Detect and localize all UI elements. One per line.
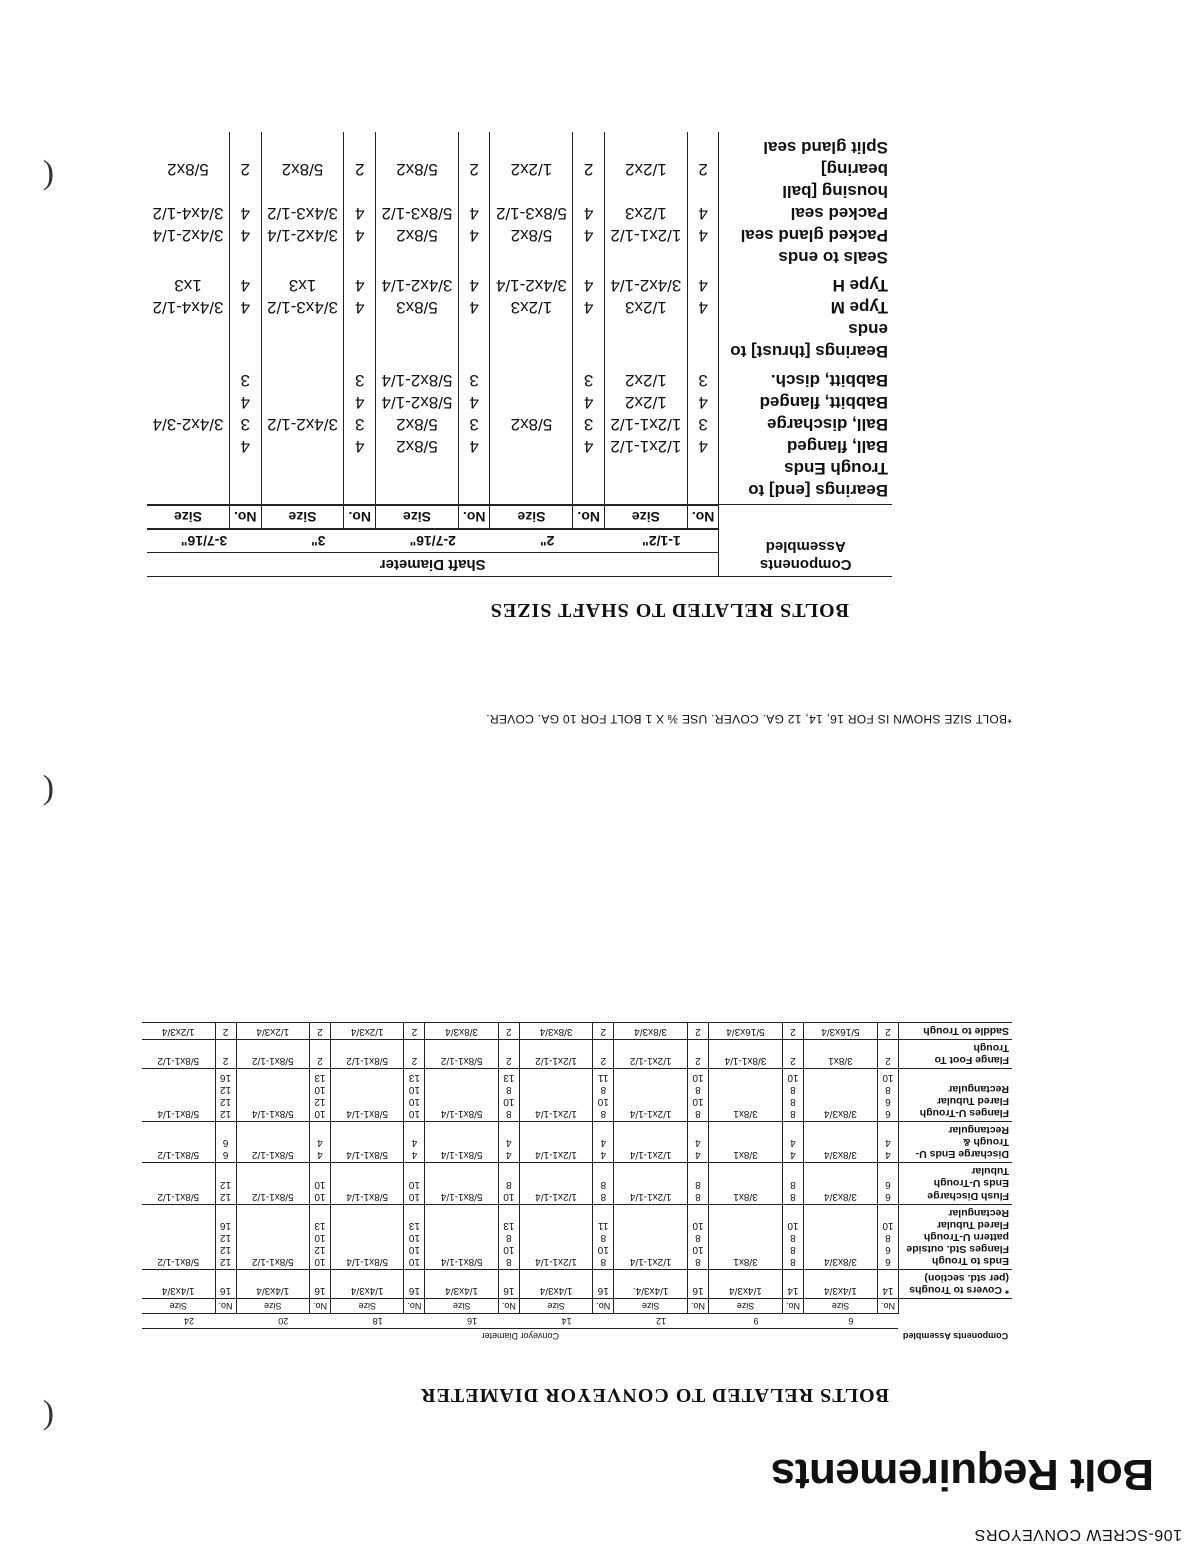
bolt-count: 2 bbox=[593, 1023, 614, 1040]
diameter-col-header: 24 bbox=[142, 1314, 236, 1329]
bolt-count: 6 6 bbox=[215, 1122, 236, 1163]
bolt-count: 2 bbox=[215, 1040, 236, 1069]
bolt-count: 10 12 10 13 bbox=[309, 1204, 330, 1269]
size-label: Size bbox=[709, 1299, 783, 1314]
bolt-count: 12 12 12 16 bbox=[215, 1204, 236, 1269]
bolt-count: 16 bbox=[593, 1269, 614, 1298]
bolt-size: 5/8x2 bbox=[490, 365, 573, 505]
diameter-group-header-row bbox=[142, 1329, 1012, 1344]
size-label: Size bbox=[519, 1299, 592, 1314]
size-label: Size bbox=[425, 1299, 498, 1314]
bolt-size: 1/4x3/4 bbox=[142, 1269, 215, 1298]
bolt-count: 2 bbox=[309, 1040, 330, 1069]
bolt-count: 16 bbox=[309, 1269, 330, 1298]
bolt-size: 3/8x1 bbox=[709, 1163, 783, 1204]
bolt-count: 2 bbox=[593, 1040, 614, 1069]
bolt-size: 5/8x3 3/4x2-1/4 bbox=[376, 271, 459, 365]
bolt-size: 1/2x1-1/2 bbox=[519, 1040, 592, 1069]
bolt-count: 16 bbox=[215, 1269, 236, 1298]
bolt-size: 5/8x1-1/4 bbox=[330, 1122, 403, 1163]
bolt-size: 5/8x1-1/2 bbox=[142, 1122, 215, 1163]
bolt-size: 3/4x2-3/4 bbox=[147, 365, 229, 505]
no-label: No. bbox=[344, 505, 376, 529]
section-title-shaft: BOLTS RELATED TO SHAFT SIZES bbox=[489, 599, 849, 621]
bolt-size: 3/4x2-1/4 3/4x3-1/2 5/8x2 bbox=[261, 133, 344, 272]
bolt-size: 1/2x3 3/4x2-1/4 bbox=[490, 271, 573, 365]
bolt-size: 5/8x1-1/2 bbox=[425, 1040, 498, 1069]
table-row bbox=[142, 1023, 1012, 1040]
bolt-count: 4 4 bbox=[404, 1122, 425, 1163]
bolt-size: 1/2x1-1/4 bbox=[519, 1069, 592, 1122]
bolt-size: 3/8x3/4 bbox=[425, 1023, 498, 1040]
bolt-count: 8 8 bbox=[687, 1163, 708, 1204]
table-row bbox=[147, 365, 892, 505]
size-label: Size bbox=[803, 1299, 877, 1314]
bolt-size: 1/2x1-1/4 bbox=[519, 1204, 592, 1269]
component-label: Flush Discharge Ends U-Trough Tubular bbox=[898, 1163, 1012, 1204]
bolt-count: 6 6 bbox=[877, 1163, 898, 1204]
bolt-size: 5/8x1-1/4 bbox=[330, 1204, 403, 1269]
bolt-size: 5/8x2 5/8x2 5/8x2-1/4 5/8x2-1/4 bbox=[376, 365, 459, 505]
table-row bbox=[142, 1040, 1012, 1069]
bolt-size: 5/16x3/4 bbox=[709, 1023, 783, 1040]
bolt-size: 3/8x1 bbox=[709, 1122, 783, 1163]
shaft-size-col: 3-7/16" bbox=[147, 529, 261, 553]
bolt-count: 4 4 bbox=[687, 271, 719, 365]
bolt-size: 5/16x3/4 bbox=[803, 1023, 877, 1040]
diameter-col-header: 18 bbox=[330, 1314, 424, 1329]
bolt-size: 5/8x1-1/2 bbox=[330, 1040, 403, 1069]
bolt-count: 4 4 bbox=[782, 1122, 803, 1163]
bolt-size: 1/2x1-1/4 bbox=[519, 1163, 592, 1204]
bolt-size: 5/8x1-1/4 bbox=[425, 1204, 498, 1269]
bolt-size: 5/8x1-1/4 bbox=[236, 1069, 309, 1122]
bolt-count: 4 4 bbox=[458, 271, 490, 365]
bolt-count: 4 4 bbox=[877, 1122, 898, 1163]
bolt-count: 4 4 bbox=[229, 271, 261, 365]
diameter-col-header: 14 bbox=[519, 1314, 613, 1329]
bolt-size: 5/8x1-1/2 bbox=[236, 1204, 309, 1269]
bolt-size: 1/2x1-1/4 bbox=[614, 1204, 688, 1269]
bolt-count: 4 3 4 3 bbox=[687, 365, 719, 505]
bolt-size: 3/8x3/4 bbox=[803, 1069, 877, 1122]
bolt-count: 2 bbox=[309, 1023, 330, 1040]
table-row bbox=[142, 1269, 1012, 1298]
bolt-count: 2 bbox=[877, 1040, 898, 1069]
bolt-count: 4 3 4 3 bbox=[229, 365, 261, 505]
shaft-size-col: 2" bbox=[490, 529, 604, 553]
shaft-size-col: 1-1/2" bbox=[604, 529, 718, 553]
bolt-count: 4 4 2 bbox=[458, 133, 490, 272]
bolt-size: 3/8x3/4 bbox=[803, 1163, 877, 1204]
bolt-size: 1/4x3/4 bbox=[803, 1269, 877, 1298]
no-label: No. bbox=[573, 505, 605, 529]
bolt-count: 10 10 bbox=[404, 1163, 425, 1204]
bolt-count: 2 bbox=[687, 1040, 708, 1069]
bolt-size: 3/4x4-1/2 1x3 bbox=[147, 271, 229, 365]
binding-mark: ( bbox=[42, 1399, 54, 1436]
bolt-size: 1/2x3/4 bbox=[236, 1023, 309, 1040]
diameter-col-header: 12 bbox=[614, 1314, 709, 1329]
bolt-size: 5/8x1-1/2 bbox=[142, 1163, 215, 1204]
bolt-count: 8 10 8 13 bbox=[498, 1204, 519, 1269]
bolt-count: 16 bbox=[687, 1269, 708, 1298]
bolt-count: 4 4 bbox=[309, 1122, 330, 1163]
bolt-size: 5/8x1-1/2 bbox=[142, 1204, 215, 1269]
bolt-count: 16 bbox=[404, 1269, 425, 1298]
no-label: No. bbox=[877, 1299, 898, 1314]
no-label: No. bbox=[215, 1299, 236, 1314]
bolt-size: 5/8x1-1/2 bbox=[236, 1040, 309, 1069]
bolt-count: 4 4 bbox=[498, 1122, 519, 1163]
bolt-size: 5/8x1-1/2 bbox=[142, 1040, 215, 1069]
size-label: Size bbox=[490, 505, 573, 529]
binding-mark: ( bbox=[42, 774, 54, 811]
conveyor-diameter-header: Conveyor Diameter bbox=[142, 1329, 898, 1344]
shaft-group-header-row bbox=[147, 553, 892, 577]
bolt-size: 3/8x1 bbox=[709, 1204, 783, 1269]
bolt-size: 1/2x1-1/2 1/2x3 1/2x2 bbox=[604, 133, 687, 272]
cover-footnote: *BOLT SIZE SHOWN IS FOR 16, 14, 12 GA. COVER. USE ⅜ X 1 BOLT FOR 10 GA. COVER. bbox=[486, 712, 1012, 726]
bolt-count: 8 10 8 11 bbox=[593, 1069, 614, 1122]
page-header: 106-SCREW CONVEYORS bbox=[974, 1526, 1182, 1543]
diameter-values-row bbox=[142, 1314, 1012, 1329]
component-label: Ends to Trough Flanges Std. outside pattern U-Trough Flared Tubular Rectangular bbox=[898, 1204, 1012, 1269]
component-label: * Covers to Troughs (per std. section) bbox=[898, 1269, 1012, 1298]
section-title-diameter: BOLTS RELATED TO CONVEYOR DIAMETER bbox=[420, 1384, 889, 1406]
bolt-count: 8 10 8 10 bbox=[687, 1069, 708, 1122]
bolt-count: 2 bbox=[498, 1023, 519, 1040]
diameter-col-header: 9 bbox=[709, 1314, 804, 1329]
no-label: No. bbox=[498, 1299, 519, 1314]
shaft-table-body bbox=[147, 133, 892, 506]
bolt-size: 1/4x3/4 bbox=[519, 1269, 592, 1298]
bolt-count: 2 bbox=[404, 1040, 425, 1069]
bolt-size: 5/8x2 5/8x3-1/2 1/2x2 bbox=[490, 133, 573, 272]
bolt-count: 2 bbox=[215, 1023, 236, 1040]
table-row bbox=[147, 133, 892, 272]
bolt-count: 8 8 bbox=[593, 1163, 614, 1204]
no-label: No. bbox=[593, 1299, 614, 1314]
bolt-size: 1/4x3/4 bbox=[425, 1269, 498, 1298]
component-label: Bearings [thrust] to ends Type M Type H bbox=[719, 271, 892, 365]
no-label: No. bbox=[687, 505, 719, 529]
size-label: Size bbox=[236, 1299, 309, 1314]
main-title: Bolt Requirements bbox=[771, 1450, 1154, 1499]
component-label: Seals to ends Packed gland seal Packed seal housing [ball bearing] Split gland seal bbox=[719, 133, 892, 272]
no-label: No. bbox=[309, 1299, 330, 1314]
bolt-size: 1/2x3/4 bbox=[330, 1023, 403, 1040]
bolt-count: 2 bbox=[687, 1023, 708, 1040]
bolt-size: 3/8x1 bbox=[709, 1069, 783, 1122]
bolt-count: 4 4 2 bbox=[344, 133, 376, 272]
bolt-count: 6 6 8 10 bbox=[877, 1204, 898, 1269]
bolt-size: 1/4x3/4. bbox=[614, 1269, 688, 1298]
bolt-count: 4 4 bbox=[687, 1122, 708, 1163]
component-label: Discharge Ends U-Trough & Rectangular bbox=[898, 1122, 1012, 1163]
size-label: Size bbox=[330, 1299, 403, 1314]
no-label: No. bbox=[229, 505, 261, 529]
bolt-count: 14 bbox=[877, 1269, 898, 1298]
bolt-size: 5/8x1-1/4 bbox=[425, 1069, 498, 1122]
conveyor-diameter-table bbox=[142, 1022, 1012, 1343]
bolt-count: 6 6 8 10 bbox=[877, 1069, 898, 1122]
bolt-count: 8 10 8 10 bbox=[687, 1204, 708, 1269]
bolt-size: 1/2x1-1/4 bbox=[614, 1069, 688, 1122]
bolt-size: 5/8x1-1/2 bbox=[236, 1122, 309, 1163]
size-label: Size bbox=[614, 1299, 688, 1314]
bolt-count: 10 8 bbox=[498, 1163, 519, 1204]
bolt-size: 1/2x1-1/2 bbox=[614, 1040, 688, 1069]
bolt-size: 1/2x1-1/4 bbox=[519, 1122, 592, 1163]
no-label: No. bbox=[404, 1299, 425, 1314]
bolt-size: 3/4x3-1/2 1x3 bbox=[261, 271, 344, 365]
bolt-count: 4 3 4 3 bbox=[573, 365, 605, 505]
shaft-diameter-header: Shaft Diameter bbox=[147, 553, 719, 577]
bolt-size: 5/8x1-1/4 bbox=[330, 1163, 403, 1204]
bolt-size: 1/4x3/4 bbox=[236, 1269, 309, 1298]
bolt-count: 2 bbox=[498, 1040, 519, 1069]
bolt-count: 8 10 8 11 bbox=[593, 1204, 614, 1269]
bolt-size: 5/8x1-1/2 bbox=[236, 1163, 309, 1204]
bolt-count: 12 12 12 16 bbox=[215, 1069, 236, 1122]
table-row bbox=[142, 1069, 1012, 1122]
bolt-size: 1/4x3/4 bbox=[709, 1269, 783, 1298]
diameter-col-header: 20 bbox=[236, 1314, 330, 1329]
bolt-count: 2 bbox=[782, 1023, 803, 1040]
bolt-count: 4 3 4 3 bbox=[344, 365, 376, 505]
bolt-size: 1/2x3 3/4x2-1/4 bbox=[604, 271, 687, 365]
bolt-count: 2 bbox=[404, 1023, 425, 1040]
size-label: Size bbox=[376, 505, 459, 529]
shaft-size-col: 3" bbox=[261, 529, 375, 553]
bolt-count: 4 4 bbox=[593, 1122, 614, 1163]
bolt-count: 16 bbox=[498, 1269, 519, 1298]
bolt-count: 14 bbox=[782, 1269, 803, 1298]
bolt-size: 3/4x2-1/4 3/4x4-1/2 5/8x2 bbox=[147, 133, 229, 272]
bolt-count: 8 8 bbox=[782, 1163, 803, 1204]
bolt-size: 1/2x1-1/2 1/2x1-1/2 1/2x2 1/2x2 bbox=[604, 365, 687, 505]
bolt-count: 2 bbox=[877, 1023, 898, 1040]
table-row bbox=[142, 1122, 1012, 1163]
bolt-size: 1/4x3/4 bbox=[330, 1269, 403, 1298]
shaft-size-table bbox=[147, 133, 892, 578]
component-label: Flange Foot To Trough bbox=[898, 1040, 1012, 1069]
size-label: Size bbox=[604, 505, 687, 529]
bolt-count: 4 4 bbox=[344, 271, 376, 365]
bolt-count: 12 12 bbox=[215, 1163, 236, 1204]
bolt-count: 8 8 8 10 bbox=[782, 1204, 803, 1269]
diameter-col-header: 16 bbox=[425, 1314, 519, 1329]
no-label: No. bbox=[687, 1299, 708, 1314]
bolt-size: 3/8x3/4 bbox=[519, 1023, 592, 1040]
size-label: Size bbox=[142, 1299, 215, 1314]
bolt-count: 4 4 2 bbox=[229, 133, 261, 272]
bolt-size: 3/8x3/4 bbox=[803, 1204, 877, 1269]
component-label: Bearings [end] to Trough Ends Ball, flanged Ball, discharge Babbitt, flanged Babbitt, disch. bbox=[719, 365, 892, 505]
bolt-size: 3/4x2-1/2 bbox=[261, 365, 344, 505]
bolt-count: 10 10 10 13 bbox=[404, 1204, 425, 1269]
bolt-size: 3/8x1 bbox=[803, 1040, 877, 1069]
bolt-count: 4 4 bbox=[573, 271, 605, 365]
diameter-no-size-row bbox=[142, 1299, 1012, 1314]
bolt-count: 10 12 10 13 bbox=[309, 1069, 330, 1122]
shaft-size-col: 2-7/16" bbox=[376, 529, 490, 553]
components-header: Components Assembled bbox=[898, 1299, 1012, 1344]
bolt-size: 5/8x1-1/4 bbox=[425, 1163, 498, 1204]
bolt-size: 3/8x1-1/4 bbox=[709, 1040, 783, 1069]
diameter-table-body bbox=[142, 1023, 1012, 1299]
component-label: Saddle to Trough bbox=[898, 1023, 1012, 1040]
component-label: Flanges U-Trough Flared Tubular Rectangular bbox=[898, 1069, 1012, 1122]
bolt-count: 8 10 8 13 bbox=[498, 1069, 519, 1122]
table-row bbox=[147, 271, 892, 365]
bolt-size: 5/8x1-1/4 bbox=[330, 1069, 403, 1122]
no-label: No. bbox=[782, 1299, 803, 1314]
bolt-size: 5/8x1-1/4 bbox=[142, 1069, 215, 1122]
bolt-count: 4 3 4 3 bbox=[458, 365, 490, 505]
bolt-count: 8 8 8 10 bbox=[782, 1069, 803, 1122]
bolt-size: 1/2x3/4 bbox=[142, 1023, 215, 1040]
binding-mark: ( bbox=[42, 159, 54, 196]
size-label: Size bbox=[147, 505, 229, 529]
components-header: Components Assembled bbox=[719, 505, 892, 577]
bolt-count: 4 4 2 bbox=[573, 133, 605, 272]
table-row bbox=[142, 1163, 1012, 1204]
size-label: Size bbox=[261, 505, 344, 529]
bolt-count: 10 10 bbox=[309, 1163, 330, 1204]
no-label: No. bbox=[458, 505, 490, 529]
table-row bbox=[142, 1204, 1012, 1269]
bolt-size: 1/2x1-1/4 bbox=[614, 1163, 688, 1204]
bolt-size: 5/8x2 5/8x3-1/2 5/8x2 bbox=[376, 133, 459, 272]
bolt-count: 4 4 2 bbox=[687, 133, 719, 272]
bolt-count: 2 bbox=[782, 1040, 803, 1069]
bolt-count: 10 10 10 13 bbox=[404, 1069, 425, 1122]
bolt-size: 3/8x3/4 bbox=[803, 1122, 877, 1163]
diameter-col-header: 6 bbox=[803, 1314, 898, 1329]
bolt-size: 3/8x3/4 bbox=[614, 1023, 688, 1040]
bolt-size: 5/8x1-1/4 bbox=[425, 1122, 498, 1163]
bolt-size: 1/2x1-1/4 bbox=[614, 1122, 688, 1163]
